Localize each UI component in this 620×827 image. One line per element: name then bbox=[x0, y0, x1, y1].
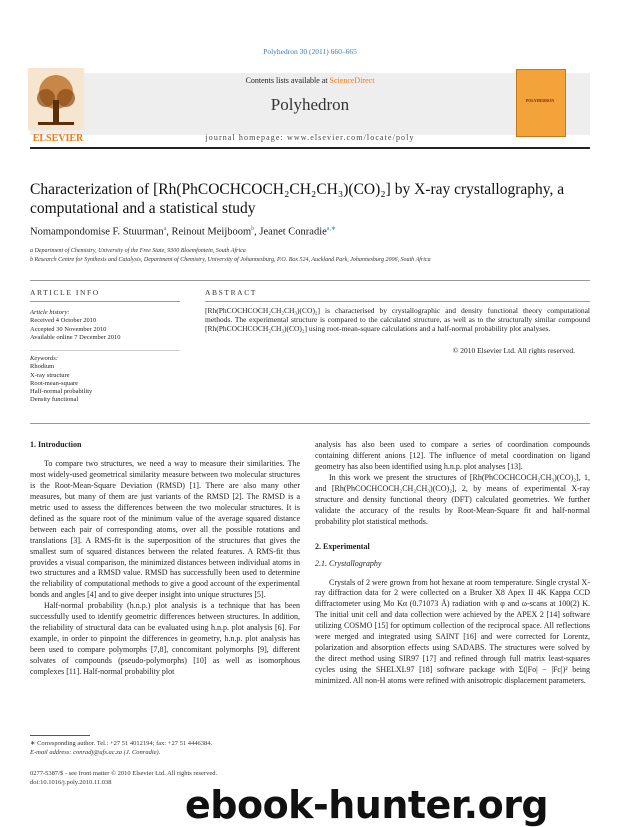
article-history bbox=[30, 309, 180, 342]
doi-link[interactable]: doi:10.1016/j.poly.2010.11.038 bbox=[30, 779, 112, 786]
author-name[interactable]: Reinout Meijboom bbox=[171, 226, 252, 238]
author-affiliation-mark[interactable]: b bbox=[251, 226, 255, 232]
history-online: Available online 7 December 2010 bbox=[30, 333, 121, 341]
elsevier-wordmark: ELSEVIER bbox=[32, 133, 84, 144]
watermark-text: ebook-hunter.org bbox=[185, 783, 549, 827]
body-paragraph: Crystals of 2 were grown from hot hexane at room temperature. Single crystal X-ray diffraction data for 2 were collected on a Bruker X8 Apex II 4K Kappa CCD diffractometer using Mo Kα (0.71073 Å) radiation with φ and ω-scans at 100(2) K. The initial unit cell and data collection were achieved by the APEX 2 [14] software utilizing COSMO [15] for optimum collection of the reciprocal space. All reflections were merged and integrated using SAINT [16] and were corrected for Lorentz, polarization and absorption effects using SADABS. The structures were solved by the direct method using SIR97 [17] and refined through full matrix least-squares cycles using the SHELXL97 [18] software package with Σ(|Fo| − |Fc|)² being minimized. All non-H atoms were refined with anisotropic displacement parameters. bbox=[315, 577, 590, 686]
email-note[interactable]: E-mail address: conradj@ufs.ac.za (J. Conradie). bbox=[30, 749, 161, 756]
affiliation-a: a Department of Chemistry, University of the Free State, 9300 Bloemfontein, South Africa bbox=[30, 248, 246, 254]
body-paragraph: Half-normal probability (h.n.p.) plot analysis is a technique that has been successfully used to identify geometric differences between structures. In addition, the reliability of structural data can be evaluated using h.n.p. plot analysis [6]. For example, in order to pinpoint the differences in geometry, h.n.p. plot analysis has been used to compare polymorphs [7,8], concomitant polymorphs [9], different solvates of compounds (pseudo-polymorphs) [10] as well as isomorphous complexes [11]. Half-normal probability plot bbox=[30, 601, 300, 677]
elsevier-tree-icon bbox=[28, 68, 84, 140]
keyword: Half-normal probability bbox=[30, 388, 93, 396]
divider bbox=[30, 423, 590, 424]
left-column bbox=[30, 440, 300, 678]
keywords-label: Keywords: bbox=[30, 355, 58, 362]
corresponding-author-note: ∗ Corresponding author. Tel.: +27 51 4012194; fax: +27 51 4446384. bbox=[30, 740, 213, 747]
article-title: Characterization of [Rh(PhCOCHCOCH₂CH₂CH₃)(CO)₂] by X-ray crystallography, a computational and a statistical study bbox=[30, 181, 565, 217]
issn-line: 0277-5387/$ - see front matter © 2010 Elsevier Ltd. All rights reserved. bbox=[30, 770, 218, 777]
header-rule bbox=[30, 147, 590, 149]
abstract-text: [Rh(PhCOCHCOCH₂CH₂CH₃)(CO)₂] is characterised by crystallographic and density functional theory computational methods. The experimental structure is compared to the calculated structure, as well as to the structurally similar compound [Rh(PhCOCHCOCH₂CH₃)(CO)₂] using root-mean-square calculations and a half-normal probability plot analyses. bbox=[205, 306, 590, 334]
abstract-copyright: © 2010 Elsevier Ltd. All rights reserved. bbox=[452, 346, 575, 355]
author-affiliation-mark[interactable]: a,∗ bbox=[326, 226, 336, 232]
footnote-rule bbox=[30, 735, 90, 736]
author-list: Nomampondomise F. Stuurman$^a$, Reinout Meijboom$^b$, Jeanet Conradie$^{a,∗}$ bbox=[30, 226, 336, 238]
author-affiliation-mark[interactable]: a bbox=[163, 226, 167, 232]
keyword: Rhodium bbox=[30, 363, 55, 371]
keyword: Root-mean-square bbox=[30, 379, 79, 387]
cover-label: POLYHEDRON bbox=[525, 98, 555, 103]
history-accepted: Accepted 30 November 2010 bbox=[30, 325, 107, 333]
keyword: X-ray structure bbox=[30, 371, 70, 379]
history-label: Article history: bbox=[30, 309, 70, 316]
author-name[interactable]: Jeanet Conradie bbox=[259, 226, 327, 238]
divider bbox=[30, 350, 180, 351]
abstract-heading: ABSTRACT bbox=[205, 288, 257, 297]
affiliation-b: b Research Centre for Synthesis and Catalysis, Department of Chemistry, University of Johannesburg, P.O. Box 524, Auckland Park, Johannesburg 2006, South Africa bbox=[30, 257, 431, 263]
journal-cover-image bbox=[516, 69, 566, 137]
body-paragraph: To compare two structures, we need a way to measure their similarities. The most widely-used geometrical similarity measure between two molecular structures is the Root-Mean-Square Deviation (RMSD) [1]. There are also many other measures, but many of them are just variants of the RMSD [2]. The RMSD is a metric used to assess the differences between the two molecular structures. It is defined as the square root of the minimum value of the average squared distance between each pair of corresponding atoms, over all the possible rotations and translations [3]. A RMS-fit is the superposition of the structures that gives the smallest sum of squared distances between the related features. A RMS-fit thus provides a visual comparison, the minimized distances between individual atoms in two structures and a RMSD value. RMSD has successfully been used to determine the reliability of computational methods to give a good account of the experimental bonds and angles [4] and to give deeper insight into unique structures [5]. bbox=[30, 458, 300, 600]
divider bbox=[30, 301, 180, 302]
journal-citation[interactable]: Polyhedron 30 (2011) 660–665 bbox=[263, 47, 357, 56]
history-received: Received 4 October 2010 bbox=[30, 317, 97, 325]
article-info-heading: ARTICLE INFO bbox=[30, 288, 100, 297]
keywords-block bbox=[30, 355, 180, 405]
body-paragraph: analysis has also been used to compare a series of coordination compounds containing different anions [12]. The influence of metal coordination on ligand geometry has also been identified using h.n.p. plot analyses [13]. bbox=[315, 440, 590, 471]
body-paragraph: In this work we present the structures of [Rh(PhCOCHCOCH₂CH₃)(CO)₂], 1, and [Rh(PhCOCHCOCH₂CH₂CH₃)(CO)₂], 2, by means of experimental X-ray structure and density functional theory (DFT) calculated geometries. We further validate the accuracy of the results by Root-Mean-Square fit and half-normal probability plot statistical methods. bbox=[315, 472, 590, 526]
divider bbox=[205, 301, 590, 302]
contents-prefix: Contents lists available at bbox=[245, 76, 330, 85]
journal-homepage[interactable]: journal homepage: www.elsevier.com/locate/poly bbox=[205, 133, 415, 142]
journal-name: Polyhedron bbox=[270, 95, 350, 114]
author-name[interactable]: Nomampondomise F. Stuurman bbox=[30, 226, 164, 238]
keyword: Density functional bbox=[30, 396, 79, 404]
section-heading-introduction: 1. Introduction bbox=[30, 440, 82, 449]
divider bbox=[30, 280, 590, 281]
section-heading-experimental: 2. Experimental bbox=[315, 541, 370, 551]
right-column bbox=[315, 440, 590, 687]
subsection-heading-crystallography: 2.1. Crystallography bbox=[315, 558, 382, 568]
sciencedirect-link[interactable]: ScienceDirect bbox=[329, 76, 375, 85]
